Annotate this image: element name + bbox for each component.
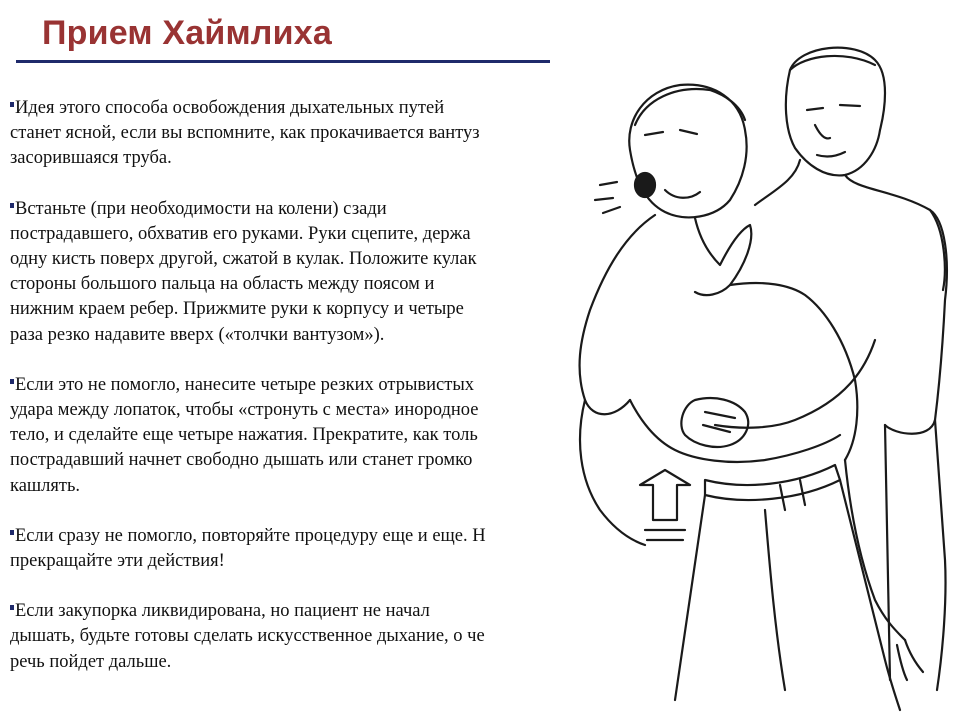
paragraph-line: засорившаяся труба. (10, 148, 172, 169)
victim-torso (580, 215, 858, 460)
bullet-icon (10, 102, 14, 107)
line-text: Если сразу не помогло, повторяйте процедуру еще и еще. Н (15, 525, 486, 546)
rescuer-arm (715, 340, 875, 428)
bullet-icon (10, 605, 14, 610)
paragraph-line: пострадавшего, обхватив его руками. Руки сцепите, держа (10, 223, 471, 244)
paragraph-line (10, 373, 550, 398)
slide-title: Прием Хаймлиха (42, 14, 332, 52)
heimlich-illustration-icon (545, 40, 960, 720)
bullet-icon (10, 203, 14, 208)
thrust-arrow-icon (640, 470, 690, 520)
paragraph-line (10, 599, 550, 624)
victim-belt (705, 465, 840, 500)
paragraph-line (10, 197, 550, 222)
line-text: Если закупорка ликвидирована, но пациент не начал (15, 601, 430, 622)
paragraph-line: пострадавший начнет свободно дышать или станет громко (10, 450, 473, 471)
line-text: Встаньте (при необходимости на колени) сзади (15, 198, 387, 219)
paragraph-line: тело, и сделайте еще четыре нажатия. Прекратите, как толь (10, 425, 478, 446)
paragraph-5 (10, 599, 550, 675)
paragraph-line (10, 524, 550, 549)
paragraph-line: нижним краем ребер. Прижмите руки к корпусу и четыре (10, 299, 464, 320)
hands-on-abdomen (681, 398, 748, 447)
paragraph-line: дышать, будьте готовы сделать искусственное дыхание, о че (10, 626, 485, 647)
victim-arm (580, 400, 645, 545)
paragraph-line: кашлять. (10, 475, 81, 496)
paragraph-3 (10, 373, 550, 499)
paragraph-line: раза резко надавите вверх («толчки вантузом»). (10, 324, 385, 345)
line-text: Идея этого способа освобождения дыхательных путей (15, 98, 445, 118)
line-text: Если это не помогло, нанесите четыре резких отрывистых (15, 374, 474, 395)
paragraph-line (10, 96, 550, 121)
paragraph-line: одну кисть поверх другой, сжатой в кулак. Положите кулак (10, 249, 477, 270)
paragraph-line: стороны большого пальца на область между поясом и (10, 274, 435, 295)
bullet-icon (10, 530, 14, 535)
paragraph-line: прекращайте эти действия! (10, 551, 225, 572)
bullet-icon (10, 379, 14, 384)
instructions-text (10, 96, 550, 696)
paragraph-2 (10, 197, 550, 348)
title-underline (16, 60, 550, 63)
paragraph-line: удара между лопаток, чтобы «стронуть с места» инородное (10, 400, 479, 421)
paragraph-4 (10, 524, 550, 574)
rescuer-torso (755, 160, 947, 434)
paragraph-line: речь пойдет дальше. (10, 651, 172, 672)
paragraph-line: станет ясной, если вы вспомните, как прокачивается вантуз (10, 123, 480, 144)
victim-legs (675, 480, 900, 710)
paragraph-1 (10, 96, 550, 172)
